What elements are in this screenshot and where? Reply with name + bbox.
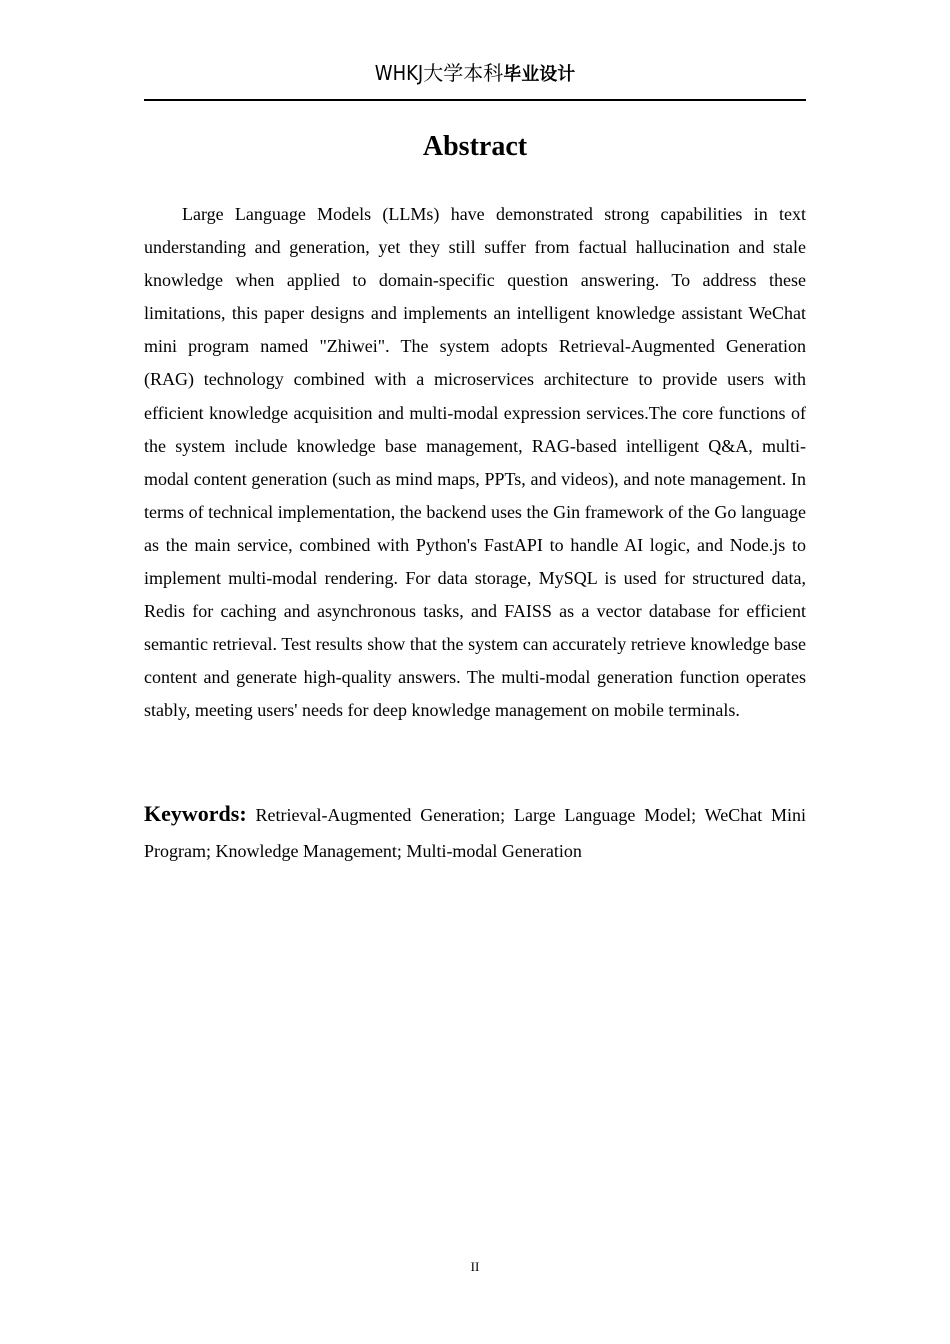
abstract-body: Large Language Models (LLMs) have demonstrated strong capabilities in text understanding and generation, yet they still suffer from factual hallucination and stale knowledge when applied to domain-specific question answering. To address these limitations, this paper designs and implements an intelligent knowledge assistant WeChat mini program named "Zhiwei". The system adopts Retrieval-Augmented Generation (RAG) technology combined with a microservices architecture to provide users with efficient knowledge acquisition and multi-modal expression services.The core functions of the system include knowledge base management, RAG-based intelligent Q&A, multi-modal content generation (such as mind maps, PPTs, and videos), and note management. In terms of technical implementation, the backend uses the Gin framework of the Go language as the main service, combined with Python's FastAPI to handle AI logic, and Node.js to implement multi-modal rendering. For data storage, MySQL is used for structured data, Redis for caching and asynchronous tasks, and FAISS as a vector database for efficient semantic retrieval. Test results show that the system can accurately retrieve knowledge base content and generate high-quality answers. The multi-modal generation function operates stably, meeting users' needs for deep knowledge management on mobile terminals. — [144, 204, 806, 721]
abstract-title: Abstract — [422, 131, 528, 162]
keywords-label: Keywords: — [144, 801, 247, 826]
header-rule — [144, 99, 806, 101]
page-number: II — [470, 1259, 480, 1274]
header-institution: WHKJ大学本科 — [374, 61, 504, 85]
header-subtitle: 毕业设计 — [503, 64, 576, 85]
keywords-paragraph — [144, 796, 806, 869]
keywords-text: Retrieval-Augmented Generation; Large Language Model; WeChat Mini Program; Knowledge Management; Multi-modal Generation — [144, 805, 807, 861]
running-header — [144, 58, 806, 90]
